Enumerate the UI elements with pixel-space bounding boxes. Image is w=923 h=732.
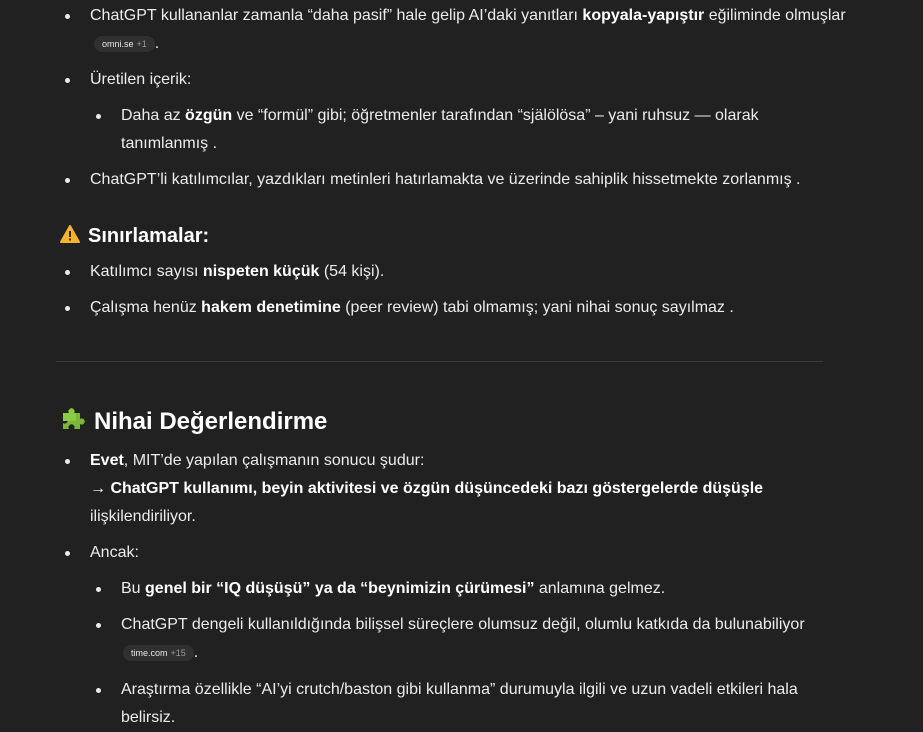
final-evaluation-heading: Nihai Değerlendirme [60, 405, 327, 440]
list-item: Çalışma henüz hakem denetimine (peer review) tabi olmamış; yani nihai sonuç sayılmaz . [90, 294, 890, 322]
section-divider [56, 361, 823, 362]
list-item: Daha az özgün ve “formül” gibi; öğretmenler tarafından “själölösa” – yani ruhsuz — olarak tanımlanmış . [121, 102, 841, 158]
list-item: ChatGPT dengeli kullanıldığında bilişsel süreçlere olumsuz değil, olumlu katkıda da bulunabiliyor time.com +15 . [121, 611, 841, 667]
source-citation-pill[interactable]: time.com +15 [123, 645, 194, 661]
list-item: Bu genel bir “IQ düşüşü” ya da “beynimizin çürümesi” anlamına gelmez. [121, 575, 841, 603]
list-item: Evet, MIT’de yapılan çalışmanın sonucu şudur: → ChatGPT kullanımı, beyin aktivitesi ve özgün düşüncedeki bazı göstergelerde düşüşle ilişkilendiriliyor. [90, 447, 890, 531]
list-item: Katılımcı sayısı nispeten küçük (54 kişi). [90, 258, 890, 286]
source-citation-pill[interactable]: omni.se +1 [94, 36, 155, 52]
list-item: ChatGPT kullananlar zamanla “daha pasif” hale gelip AI’daki yanıtları kopyala-yapıştır eğiliminde olmuşlar omni.se +1 . [90, 2, 890, 58]
list-item: ChatGPT’li katılımcılar, yazdıkları metinleri hatırlamakta ve üzerinde sahiplik hissetmekte zorlanmış . [90, 166, 890, 194]
list-item: Ancak: [90, 539, 890, 567]
puzzle-piece-icon [60, 405, 86, 440]
list-item: Araştırma özellikle “AI’yi crutch/baston gibi kullanma” durumuyla ilgili ve uzun vadeli etkileri hala belirsiz. [121, 676, 841, 732]
limitations-heading: Sınırlamalar: [60, 222, 209, 251]
warning-icon [60, 223, 80, 251]
list-item: Üretilen içerik: [90, 66, 890, 94]
